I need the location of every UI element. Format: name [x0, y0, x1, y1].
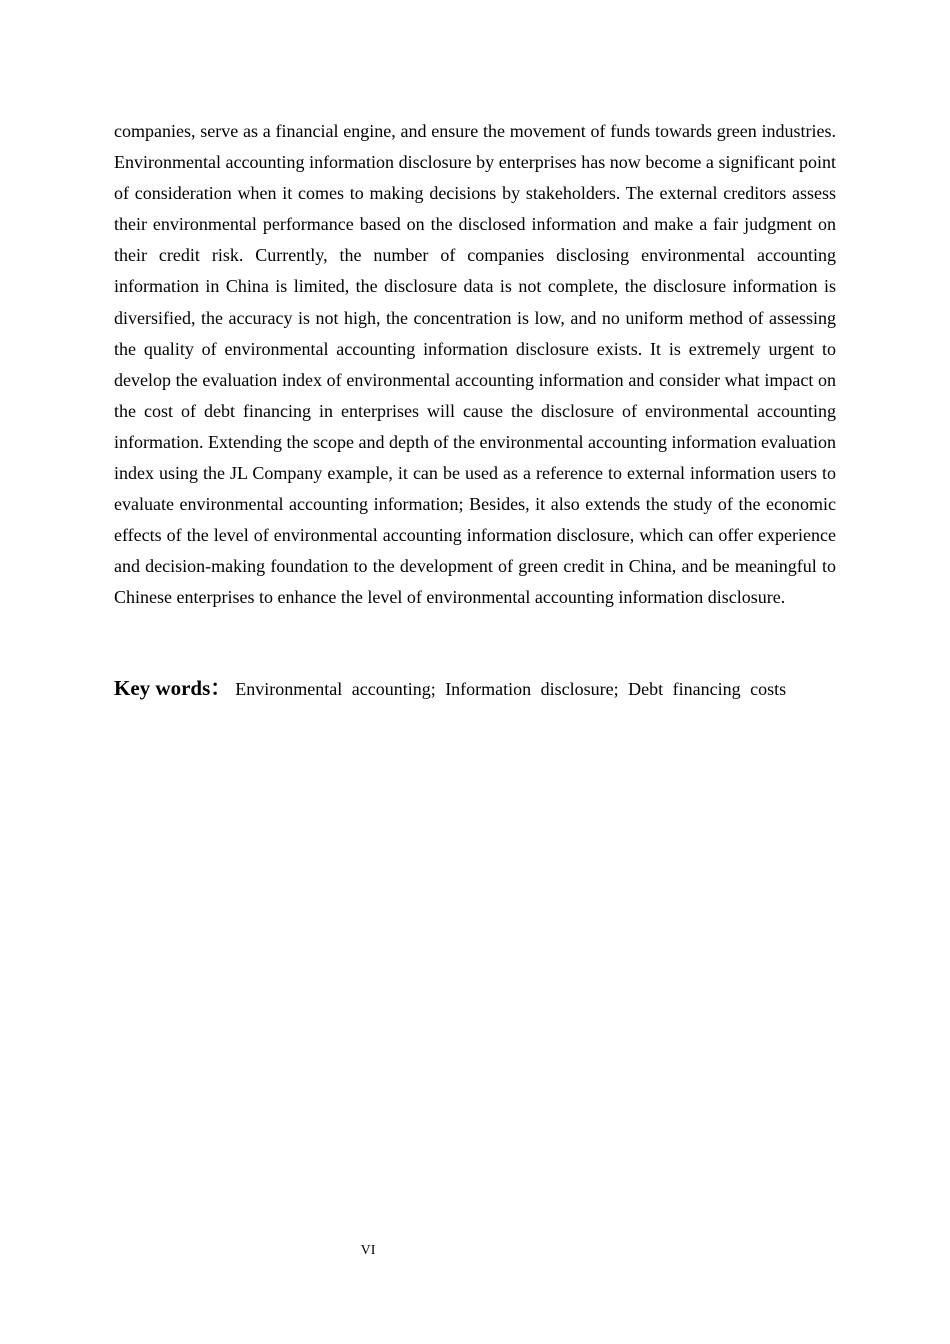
keywords-line	[114, 672, 836, 702]
page-number: VI	[360, 1243, 376, 1258]
keywords-values: Environmental accounting; Information disclosure; Debt financing costs	[235, 679, 787, 699]
abstract-paragraph: companies, serve as a financial engine, and ensure the movement of funds towards green industries. Environmental accounting information disclosure by enterprises has now become a significant point of consideration when it comes to making decisions by stakeholders. The external creditors assess their environmental performance based on the disclosed information and make a fair judgment on their credit risk. Currently, the number of companies disclosing environmental accounting information in China is limited, the disclosure data is not complete, the disclosure information is diversified, the accuracy is not high, the concentration is low, and no uniform method of assessing the quality of environmental accounting information disclosure exists. It is extremely urgent to develop the evaluation index of environmental accounting information and consider what impact on the cost of debt financing in enterprises will cause the disclosure of environmental accounting information. Extending the scope and depth of the environmental accounting information evaluation index using the JL Company example, it can be used as a reference to external information users to evaluate environmental accounting information; Besides, it also extends the study of the economic effects of the level of environmental accounting information disclosure, which can offer experience and decision-making foundation to the development of green credit in China, and be meaningful to Chinese enterprises to enhance the level of environmental accounting information disclosure.	[114, 121, 836, 608]
keywords-label: Key words：	[114, 676, 232, 700]
